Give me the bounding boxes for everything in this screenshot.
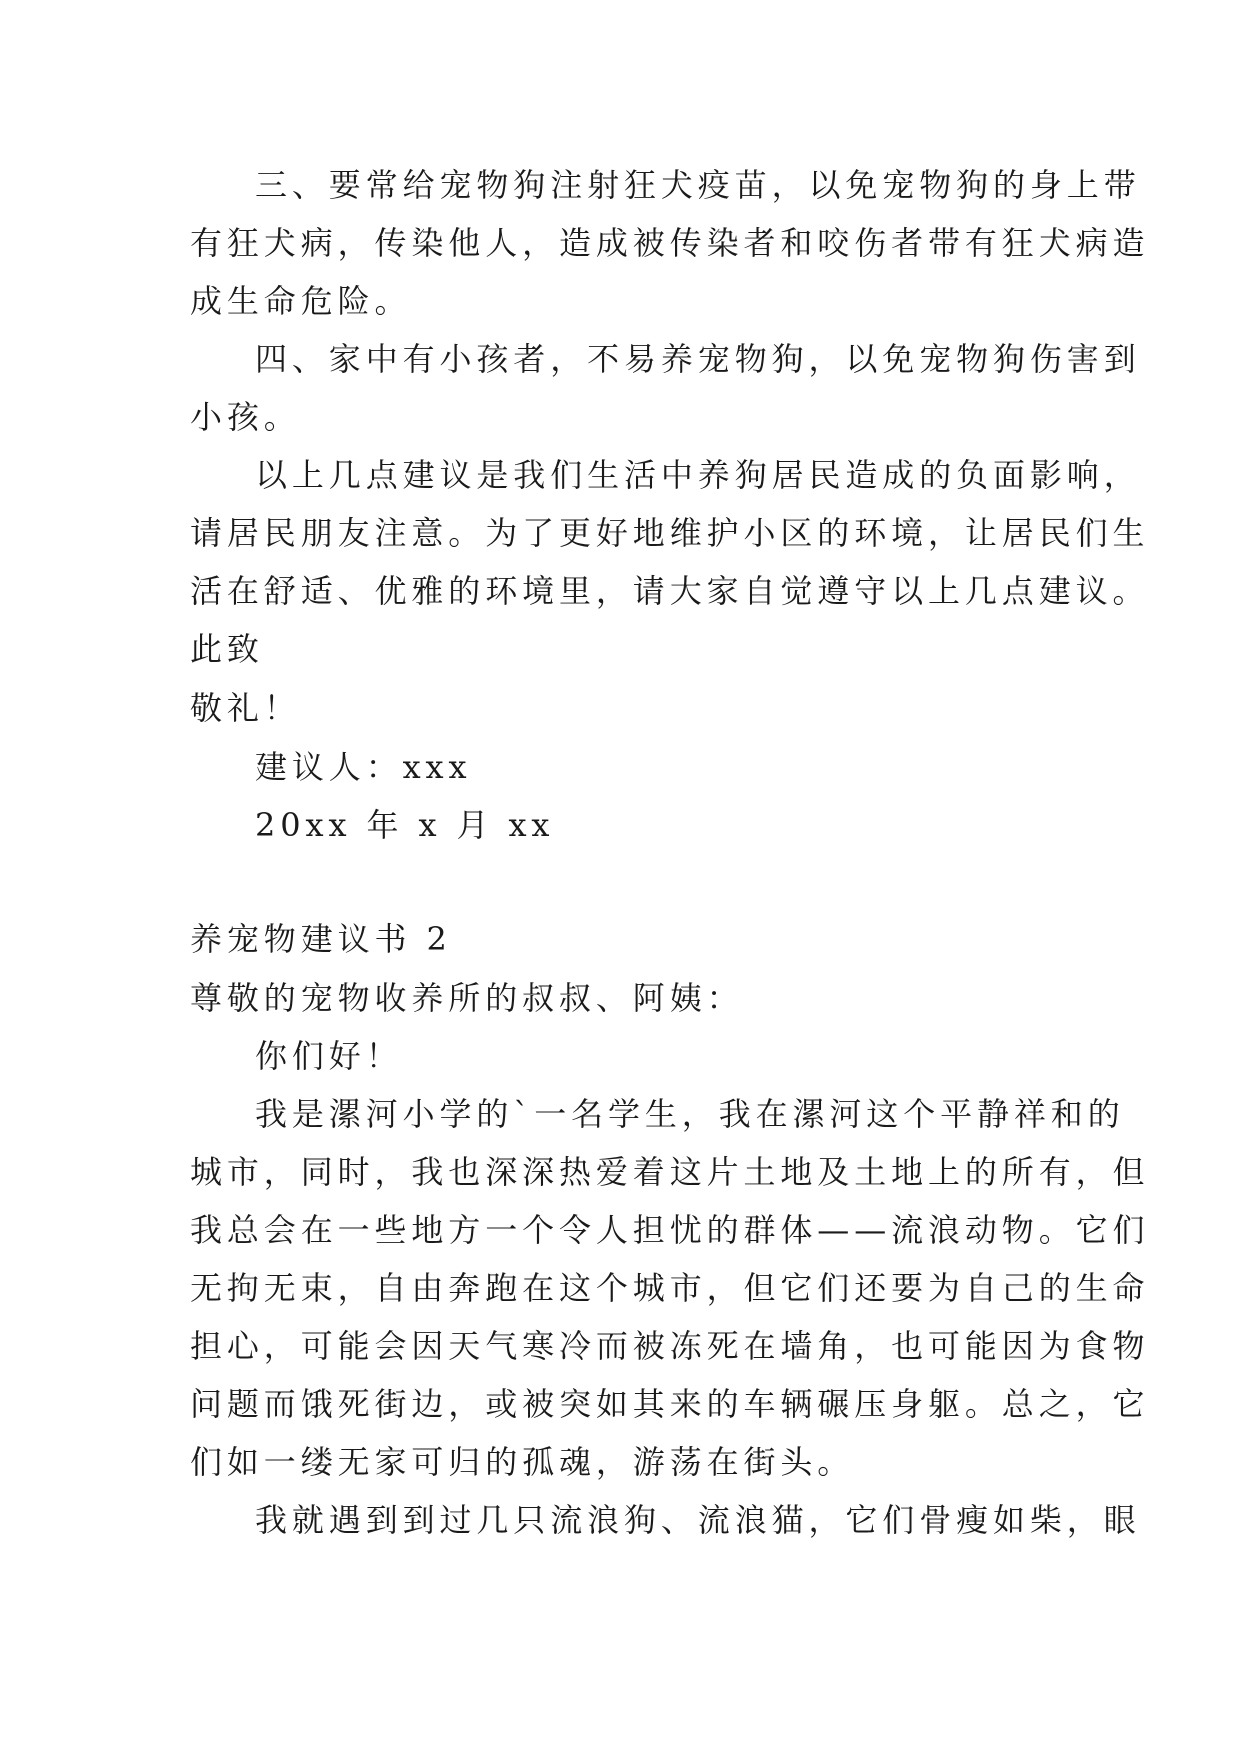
paragraph-line: 们如一缕无家可归的孤魂，游荡在街头。	[190, 1443, 855, 1481]
section-title: 养宠物建议书 2	[190, 920, 452, 958]
paragraph-line: 问题而饿死街边，或被突如其来的车辆碾压身躯。总之，它	[190, 1385, 1150, 1423]
paragraph-line: 我就遇到到过几只流浪狗、流浪猫，它们骨瘦如柴，眼	[255, 1501, 1141, 1539]
paragraph-line: 无拘无束，自由奔跑在这个城市，但它们还要为自己的生命	[190, 1269, 1150, 1307]
paragraph-line: 有狂犬病，传染他人，造成被传染者和咬伤者带有狂犬病造	[190, 224, 1150, 262]
signer-line: 建议人：xxx	[255, 748, 472, 786]
paragraph-line: 我总会在一些地方一个令人担忧的群体——流浪动物。它们	[190, 1211, 1150, 1249]
paragraph-line: 成生命危险。	[190, 282, 412, 320]
paragraph-line: 以上几点建议是我们生活中养狗居民造成的负面影响，	[255, 456, 1141, 494]
paragraph-line: 小孩。	[190, 398, 301, 436]
paragraph-line: 三、要常给宠物狗注射狂犬疫苗，以免宠物狗的身上带	[255, 166, 1141, 204]
paragraph-line: 城市，同时，我也深深热爱着这片土地及土地上的所有，但	[190, 1153, 1150, 1191]
paragraph-line: 四、家中有小孩者，不易养宠物狗，以免宠物狗伤害到	[255, 340, 1141, 378]
salutation-line: 敬礼！	[190, 689, 301, 727]
paragraph-line: 担心，可能会因天气寒冷而被冻死在墙角，也可能因为食物	[190, 1327, 1150, 1365]
date-line: 20xx 年 x 月 xx	[255, 806, 555, 844]
closing-line: 此致	[190, 630, 264, 668]
paragraph-line: 请居民朋友注意。为了更好地维护小区的环境，让居民们生	[190, 514, 1150, 552]
paragraph-line: 活在舒适、优雅的环境里，请大家自觉遵守以上几点建议。	[190, 572, 1150, 610]
paragraph-line: 我是漯河小学的`一名学生，我在漯河这个平静祥和的	[255, 1095, 1125, 1133]
recipient-line: 尊敬的宠物收养所的叔叔、阿姨：	[190, 979, 744, 1017]
greeting-line: 你们好！	[255, 1037, 403, 1075]
